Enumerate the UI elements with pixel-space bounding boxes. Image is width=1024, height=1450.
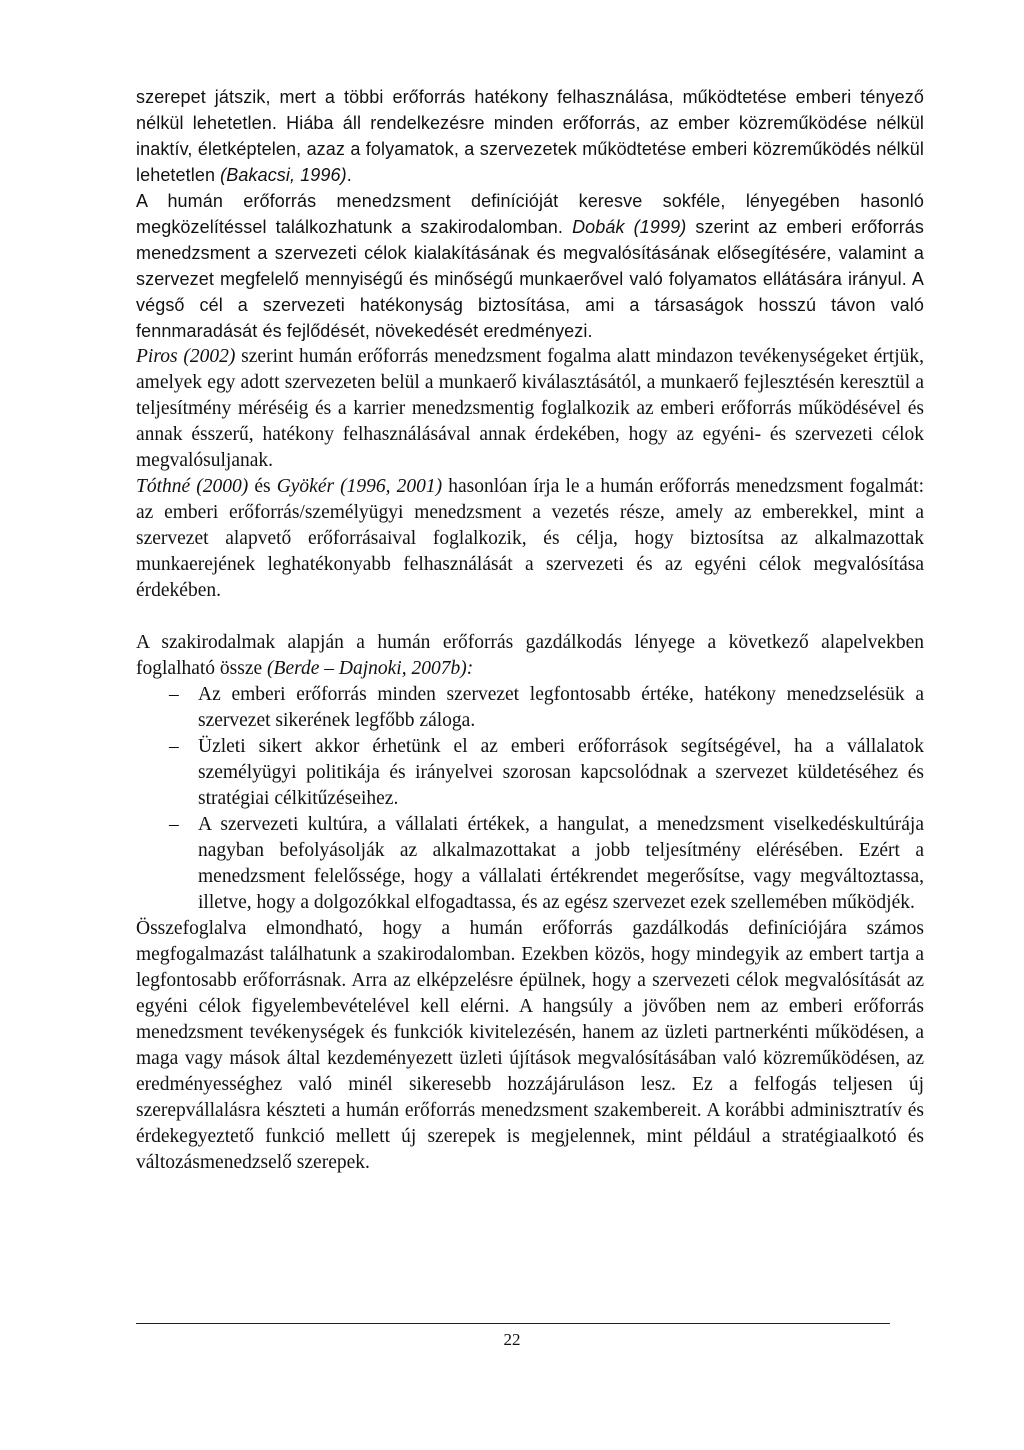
paragraph-summary-text: Összefoglalva elmondható, hogy a humán erőforrás gazdálkodás definíciójára számos megfogalmazást találhatunk a szakirodalomban. Ezekben közös, hogy mindegyik az embert tartja a legfontosabb erőforrásnak. Arra az elképzelésre épülnek, hogy a szervezeti célok megvalósítását az egyéni célok figyelembevételével kell elérni. A hangsúly a jövőben nem az emberi erőforrás menedzsment tevékenységek és funkciók kivitelezésén, hanem az üzleti partnerkénti működésen, a maga vagy mások által kezdeményezett üzleti újítások megvalósításában való közreműködésen, az eredményességhez való minél sikeresebb hozzájáruláson lesz. Ez a felfogás teljesen új szerepvállalásra készteti a humán erőforrás menedzsment szakembereit. A korábbi adminisztratív és érdekegyeztető funkció mellett új szerepek is megjelennek, mint például a stratégiaalkotó és változásmenedzselő szerepek. (136, 918, 924, 1173)
paragraph-hrm-definition-rest: szerint az emberi erőforrás menedzsment a szervezeti célok kialakításának és megvalósításának elősegítésére, valamint a szervezet megfelelő mennyiségű és minőségű munkaerővel való folyamatos ellátására irányul. A végső cél a szervezeti hatékonyság biztosítása, ami a társaságok hosszú távon való fennmaradását és fejlődését, növekedését eredményezi. (136, 217, 924, 341)
principles-list (136, 682, 924, 916)
list-item-text: A szervezeti kultúra, a vállalati értékek, a hangulat, a menedzsment viselkedéskultúrája nagyban befolyásolják az alkalmazottakat a jobb teljesítmény elérésében. Ezért a menedzsment felelőssége, hogy a vállalati értékrendet megerősítse, vagy megváltoztassa, illetve, hogy a dolgozókkal elfogadtassa, és az egész szervezet ezek szellemében működjék. (198, 814, 924, 913)
paragraph-summary (136, 916, 924, 1176)
dash-bullet: – (169, 814, 179, 835)
paragraph-hrm-definition (136, 188, 924, 344)
citation-piros: Piros (2002) (136, 346, 236, 367)
paragraph-intro-text: szerepet játszik, mert a többi erőforrás hatékony felhasználása, működtetése emberi tényező nélkül lehetetlen. Hiába áll rendelkezésre minden erőforrás, az ember közreműködése nélkül inaktív, életképtelen, azaz a folyamatok, a szervezetek működtetése emberi közreműködés nélkül lehetetlen (136, 87, 924, 185)
list-item-text: Üzleti sikert akkor érhetünk el az emberi erőforrások segítségével, ha a vállalatok személyügyi politikája és irányelvei szorosan kapcsolódnak a szervezet küldetéséhez és stratégiai célkitűzéseihez. (198, 736, 924, 809)
citation-bakacsi: (Bakacsi, 1996) (220, 165, 347, 185)
paragraph-tothne (136, 474, 924, 604)
list-item (136, 682, 924, 734)
citation-dobak: Dobák (1999) (572, 217, 687, 237)
dash-bullet: – (169, 684, 179, 705)
paragraph-piros (136, 344, 924, 474)
paragraph-piros-text: szerint humán erőforrás menedzsment fogalma alatt mindazon tevékenységeket értjük, amelyek egy adott szervezeten belül a munkaerő kiválasztásától, a munkaerő fejlesztésén keresztül a teljesítmény méréséig és a karrier menedzsmentig foglalkozik az emberi erőforrás működésével és annak ésszerű, hatékony felhasználásával annak érdekében, hogy az egyéni- és szervezeti célok megvalósuljanak. (136, 346, 924, 471)
footer-divider (136, 1323, 890, 1324)
paragraph-principles-intro-text: A szakirodalmak alapján a humán erőforrás gazdálkodás lényege a következő alapelvekben foglalható össze (136, 632, 924, 679)
citation-gyoker: Gyökér (1996, 2001) (276, 476, 443, 497)
page-body (136, 84, 924, 1176)
paragraph-tothne-text: hasonlóan írja le a humán erőforrás menedzsment fogalmát: az emberi erőforrás/személyügyi menedzsment a vezetés része, amely az emberekkel, mint a szervezet alapvető erőforrásaival foglalkozik, és célja, hogy biztosítsa az alkalmazottak munkaerejének leghatékonyabb felhasználását a szervezeti és az egyéni célok megvalósítása érdekében. (136, 476, 925, 601)
paragraph-gap (136, 604, 924, 630)
paragraph-intro-end: . (346, 165, 352, 185)
list-item (136, 812, 924, 916)
page-number: 22 (503, 1330, 521, 1349)
paragraph-tothne-join: és (248, 476, 277, 497)
dash-bullet: – (169, 736, 179, 757)
citation-berde-dajnoki: (Berde – Dajnoki, 2007b): (267, 658, 474, 679)
list-item-text: Az emberi erőforrás minden szervezet legfontosabb értéke, hatékony menedzselésük a szervezet sikerének legfőbb záloga. (198, 684, 924, 731)
paragraph-intro (136, 84, 924, 188)
list-item (136, 734, 924, 812)
citation-tothne: Tóthné (2000) (136, 476, 249, 497)
paragraph-principles-intro (136, 630, 924, 682)
paragraph-hrm-definition-text: A humán erőforrás menedzsment definícióját keresve sokféle, lényegében hasonló megközelítéssel találkozhatunk a szakirodalomban. (136, 191, 924, 237)
